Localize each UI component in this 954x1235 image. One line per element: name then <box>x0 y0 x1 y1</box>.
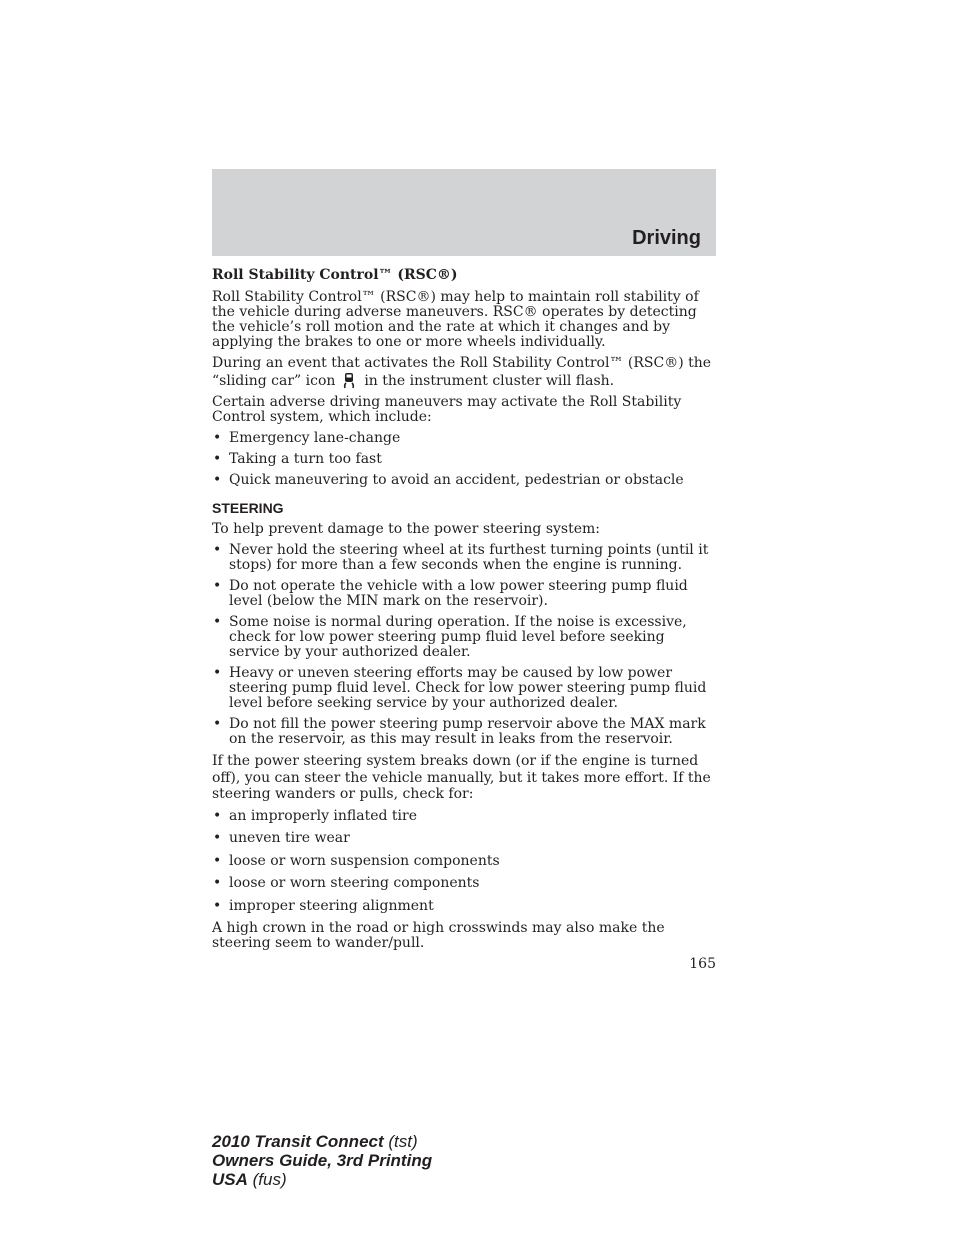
footer-model-code: (tst) <box>388 1132 418 1151</box>
sliding-car-icon <box>342 371 356 389</box>
steering-intro: To help prevent damage to the power steering system: <box>212 521 601 537</box>
page-number: 165 <box>689 956 716 972</box>
steering-bullet-list <box>212 543 716 747</box>
rsc-paragraph-3: Certain adverse driving maneuvers may activate the Roll Stability Control system, which include: <box>212 394 682 425</box>
rsc-paragraph-2-after: in the instrument cluster will flash. <box>364 373 615 389</box>
footer-model: 2010 Transit Connect <box>212 1132 384 1151</box>
list-item: • Emergency lane-change <box>212 431 716 446</box>
list-item: • Never hold the steering wheel at its furthest turning points (until it stops) for more than a few seconds when the engine is running. <box>212 543 716 573</box>
document-footer <box>212 1132 432 1189</box>
list-item: • Do not operate the vehicle with a low power steering pump fluid level (below the MIN mark on the reservoir). <box>212 579 716 609</box>
list-item: • uneven tire wear <box>212 831 716 846</box>
section-title: Driving <box>632 227 701 249</box>
footer-edition: Owners Guide, 3rd Printing <box>212 1151 433 1170</box>
list-item: • Quick maneuvering to avoid an accident, pedestrian or obstacle <box>212 473 716 488</box>
footer-market: USA <box>212 1170 248 1189</box>
list-item: • Do not fill the power steering pump reservoir above the MAX mark on the reservoir, as this may result in leaks from the reservoir. <box>212 717 716 747</box>
rsc-heading: Roll Stability Control™ (RSC®) <box>212 267 458 283</box>
footer-line-2 <box>212 1151 432 1170</box>
steering-crown-paragraph: A high crown in the road or high crosswinds may also make the steering seem to wander/pull. <box>212 920 665 951</box>
rsc-bullet-list <box>212 431 716 488</box>
list-item: • Some noise is normal during operation. If the noise is excessive, check for low power steering pump fluid level before seeking service by your authorized dealer. <box>212 615 716 660</box>
section-header-band <box>212 169 716 256</box>
footer-market-code: (fus) <box>252 1170 287 1189</box>
rsc-paragraph-1: Roll Stability Control™ (RSC®) may help to maintain roll stability of the vehicle during adverse maneuvers. RSC® operates by detecting the vehicle’s roll motion and the rate at which it changes and by applying the brakes to one or more wheels individually. <box>212 289 699 350</box>
rsc-paragraph-2 <box>212 356 716 389</box>
rsc-paragraph-2-before: During an event that activates the Roll Stability Control™ (RSC®) the “sliding car” icon <box>212 355 712 389</box>
list-item: • loose or worn steering components <box>212 876 716 891</box>
steering-heading: STEERING <box>212 500 284 516</box>
page-content <box>212 268 716 972</box>
list-item: • Taking a turn too fast <box>212 452 716 467</box>
footer-line-1 <box>212 1132 432 1151</box>
list-item: • an improperly inflated tire <box>212 809 716 824</box>
list-item: • improper steering alignment <box>212 899 716 914</box>
list-item: • loose or worn suspension components <box>212 854 716 869</box>
list-item: • Heavy or uneven steering efforts may be caused by low power steering pump fluid level. Check for low power steering pump fluid level before seeking service by your authorized dealer. <box>212 666 716 711</box>
footer-line-3 <box>212 1170 432 1189</box>
steering-breakdown-paragraph: If the power steering system breaks down (or if the engine is turned off), you can steer the vehicle manually, but it takes more effort. If the steering wanders or pulls, check for: <box>212 753 711 802</box>
steering-check-list <box>212 809 716 914</box>
